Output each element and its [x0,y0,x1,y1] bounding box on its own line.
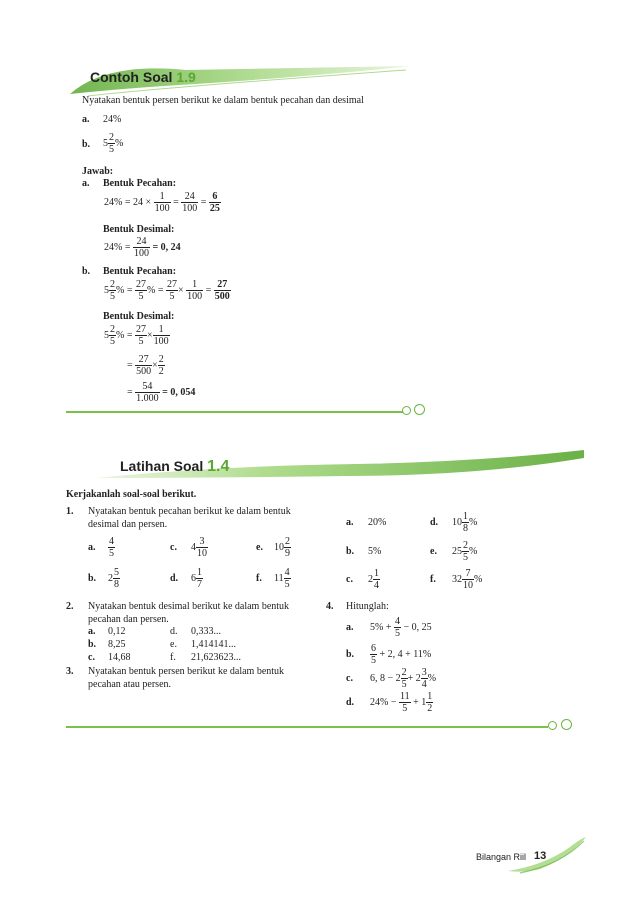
q4-b-label: b. [346,649,355,660]
q1-text-line1: Nyatakan bentuk pecahan berikut ke dalam bentuk [88,506,291,517]
jawab-a-desimal-expr: 24% = $\frac{24}{100}$ = 0, 24 [104,236,181,259]
q1-d-fraction: 6 $\frac{1}{7}$ [191,567,202,590]
jawab-b-label: b. [82,266,91,277]
q1-b-fraction: 2 $\frac{5}{8}$ [108,567,119,590]
divider-circle [414,404,425,415]
q2-text-line1: Nyatakan bentuk desimal berikut ke dalam bentuk [88,601,290,612]
q1-b-label: b. [88,573,97,584]
contoh-item-a-text: 24% [103,114,122,125]
jawab-b-pecahan-expr: 5 $\frac{2}{5}$ % = $\frac{27}{5}$ % = $\frac{27}{5}$ × $\frac{1}{100}$ = $\frac{27}{500}$ [104,279,230,302]
q1-e-fraction: 10 $\frac{2}{9}$ [274,536,290,559]
q1-d-label: d. [170,573,179,584]
section-divider-1 [66,411,404,413]
jawab-a-label: a. [82,178,90,189]
q2-row-e-label: e. [170,639,177,650]
jawab-heading: Jawab: [82,166,114,177]
contoh-title [90,69,196,85]
q3-a-value: 20% [368,517,387,528]
q3-a-label: a. [346,517,354,528]
q1-a-fraction: $\frac{4}{5}$ [109,536,114,559]
q3-text-line2: pecahan atau persen. [88,679,172,690]
q3-text-line1: Nyatakan bentuk persen berikut ke dalam bentuk [88,666,285,677]
latihan-title-number: 1.4 [207,458,230,475]
q3-c-label: c. [346,574,353,585]
section-divider-2 [66,726,548,728]
divider-small-circle [548,721,557,730]
q1-text-line2: desimal dan persen. [88,519,168,530]
jawab-b-desimal-expr-3: = $\frac{54}{1.000}$ = 0, 054 [127,381,196,404]
q2-row-b-value: 8,25 [108,639,126,650]
jawab-b-desimal-expr-2: = $\frac{27}{500}$ × $\frac{2}{2}$ [127,354,164,377]
q4-b-expr: $\frac{6}{5}$ + 2, 4 + 11% [371,643,432,666]
q3-f-label: f. [430,574,436,585]
q1-c-label: c. [170,542,177,553]
q2-row-d-label: d. [170,626,178,637]
latihan-title [120,458,229,476]
q2-row-a-value: 0,12 [108,626,126,637]
jawab-a-pecahan-expr: 24% = 24 × $\frac{1}{100}$ = $\frac{24}{100}$ = $\frac{6}{25}$ [104,191,220,214]
q4-c-expr: 6, 8 − 2 $\frac{2}{5}$ + 2 $\frac{3}{4}$ % [370,667,437,690]
q3-d-label: d. [430,517,439,528]
jawab-a-desimal-heading: Bentuk Desimal: [103,224,175,235]
q2-row-c-value: 14,68 [108,652,131,663]
q3-e-label: e. [430,546,437,557]
q2-row-f-label: f. [170,652,176,663]
contoh-question: Nyatakan bentuk persen berikut ke dalam bentuk pecahan dan desimal [82,95,364,106]
q4-a-label: a. [346,622,354,633]
q1-a-label: a. [88,542,96,553]
q1-c-fraction: 4 $\frac{3}{10}$ [191,536,207,559]
q3-c-value: 2 $\frac{1}{4}$ [368,568,379,591]
q3-d-value: 10 $\frac{1}{8}$ % [452,511,478,534]
q4-number: 4. [326,601,334,612]
q3-b-value: 5% [368,546,382,557]
fraction: $\frac{2}{5}$ [109,132,114,155]
q2-number: 2. [66,601,74,612]
q4-text: Hitunglah: [346,601,389,612]
mixed-whole: 5 [103,138,108,149]
q3-e-value: 25 $\frac{2}{5}$ % [452,540,478,563]
q2-row-e-value: 1,414141... [191,639,236,650]
q2-row-a-label: a. [88,626,96,637]
jawab-b-pecahan-heading: Bentuk Pecahan: [103,266,177,277]
latihan-title-word: Latihan Soal [120,458,204,474]
contoh-item-b-expr [103,132,123,155]
q3-number: 3. [66,666,74,677]
latihan-instruction: Kerjakanlah soal-soal berikut. [66,489,197,500]
jawab-b-desimal-expr-1: 5 $\frac{2}{5}$ % = $\frac{27}{5}$ × $\frac{1}{100}$ [104,324,169,347]
q4-d-label: d. [346,697,355,708]
divider-small-circle [402,406,411,415]
q2-text-line2: pecahan dan persen. [88,614,169,625]
q2-row-f-value: 21,623623... [191,652,241,663]
contoh-item-a-label: a. [82,114,90,125]
divider-circle [561,719,572,730]
q2-row-b-label: b. [88,639,97,650]
q2-row-d-value: 0,333... [191,626,221,637]
q4-c-label: c. [346,673,353,684]
contoh-item-b-label: b. [82,139,91,150]
q4-d-expr: 24% − $\frac{11}{5}$ + 1 $\frac{1}{2}$ [370,691,433,714]
q1-f-label: f. [256,573,262,584]
jawab-b-desimal-heading: Bentuk Desimal: [103,311,175,322]
contoh-title-number: 1.9 [176,69,196,85]
contoh-title-word: Contoh Soal [90,69,173,85]
q2-row-c-label: c. [88,652,95,663]
footer-chapter: Bilangan Riil [476,852,527,862]
q3-f-value: 32 $\frac{7}{10}$ % [452,568,483,591]
q1-number: 1. [66,506,74,517]
q3-b-label: b. [346,546,355,557]
percent-sign: % [115,138,124,149]
page-number: 13 [534,850,547,862]
q4-a-expr: 5% + $\frac{4}{5}$ − 0, 25 [370,616,432,639]
jawab-a-pecahan-heading: Bentuk Pecahan: [103,178,177,189]
q1-e-label: e. [256,542,263,553]
q1-f-fraction: 11 $\frac{4}{5}$ [274,567,290,590]
